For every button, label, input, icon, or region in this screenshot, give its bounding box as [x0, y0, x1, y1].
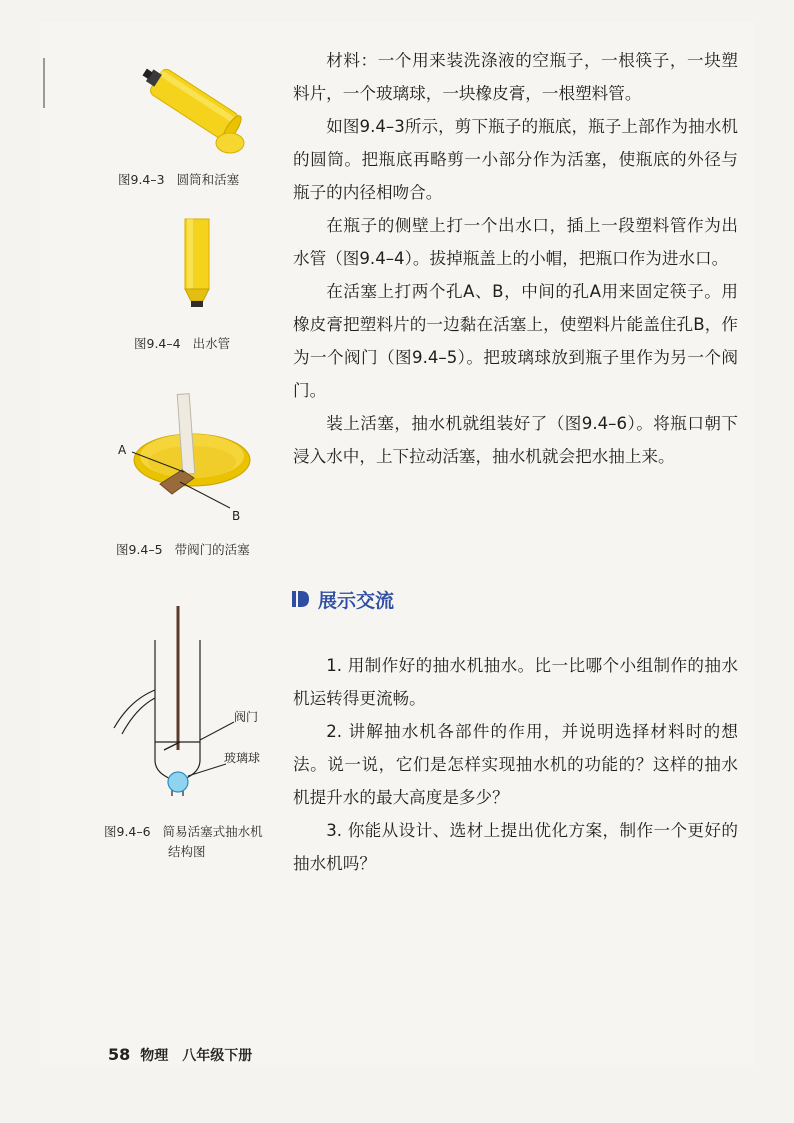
figure-title: 简易活塞式抽水机	[162, 824, 263, 839]
paragraph: 在瓶子的侧壁上打一个出水口，插上一段塑料管作为出水管（图9.4–4）。拔掉瓶盖上的小帽，把瓶口作为进水口。	[293, 216, 738, 268]
figure-caption-9-4-5	[116, 540, 250, 560]
figure-title: 带阀门的活塞	[174, 542, 250, 557]
paragraph: 材料：一个用来装洗涤液的空瓶子，一根筷子，一块塑料片，一个玻璃球，一块橡皮膏，一根塑料管。	[293, 51, 738, 103]
discussion-list	[293, 649, 738, 880]
figure-caption-9-4-4	[134, 334, 230, 354]
label-glass-ball: 玻璃球	[224, 751, 261, 765]
figure-number: 图9.4–6	[104, 824, 151, 839]
figure-number: 图9.4–3	[118, 172, 165, 187]
list-item: 1. 用制作好的抽水机抽水。比一比哪个小组制作的抽水机运转得更流畅。	[293, 656, 738, 708]
body-paragraphs	[293, 44, 738, 473]
figure-title-continued: 结构图	[168, 844, 206, 859]
paragraph: 如图9.4–3所示，剪下瓶子的瓶底，瓶子上部作为抽水机的圆筒。把瓶底再略剪一小部分作为活塞，使瓶底的外径与瓶子的内径相吻合。	[293, 117, 738, 202]
list-item: 2. 讲解抽水机各部件的作用，并说明选择材料时的想法。说一说，它们是怎样实现抽水机的功能的？这样的抽水机提升水的最大高度是多少？	[293, 722, 738, 807]
paragraph: 装上活塞，抽水机就组装好了（图9.4–6）。将瓶口朝下浸入水中，上下拉动活塞，抽水机就会把水抽上来。	[293, 414, 738, 466]
figure-outlet-pipe	[175, 215, 225, 315]
section-title: 展示交流	[318, 589, 395, 612]
book-title: 物理 八年级下册	[140, 1048, 253, 1064]
figure-title: 出水管	[192, 336, 231, 351]
section-heading	[292, 584, 394, 614]
figure-title: 圆筒和活塞	[176, 172, 240, 187]
list-item: 3. 你能从设计、选材上提出优化方案，制作一个更好的抽水机吗？	[293, 821, 738, 873]
paragraph: 在活塞上打两个孔A、B，中间的孔A用来固定筷子。用橡皮膏把塑料片的一边黏在活塞上，使塑料片能盖住孔B，作为一个阀门（图9.4–5）。把玻璃球放到瓶子里作为另一个阀门。	[293, 282, 738, 400]
figure-caption-9-4-6	[104, 822, 263, 842]
figure-caption-9-4-3	[118, 170, 239, 190]
figure-number: 图9.4–5	[116, 542, 163, 557]
figure-pump-structure	[100, 600, 290, 815]
figure-caption-9-4-6-line2	[168, 842, 206, 862]
label-valve: 阀门	[234, 710, 259, 724]
page-number: 58	[108, 1045, 131, 1064]
label-hole-b: B	[232, 509, 241, 523]
figure-piston-with-valve	[112, 388, 262, 528]
figure-number: 图9.4–4	[134, 336, 181, 351]
figure-cylinder-and-piston	[120, 55, 260, 165]
scan-margin-line	[43, 58, 45, 108]
page-footer	[108, 1045, 252, 1065]
section-marker-icon	[292, 589, 310, 609]
label-hole-a: A	[118, 443, 127, 457]
